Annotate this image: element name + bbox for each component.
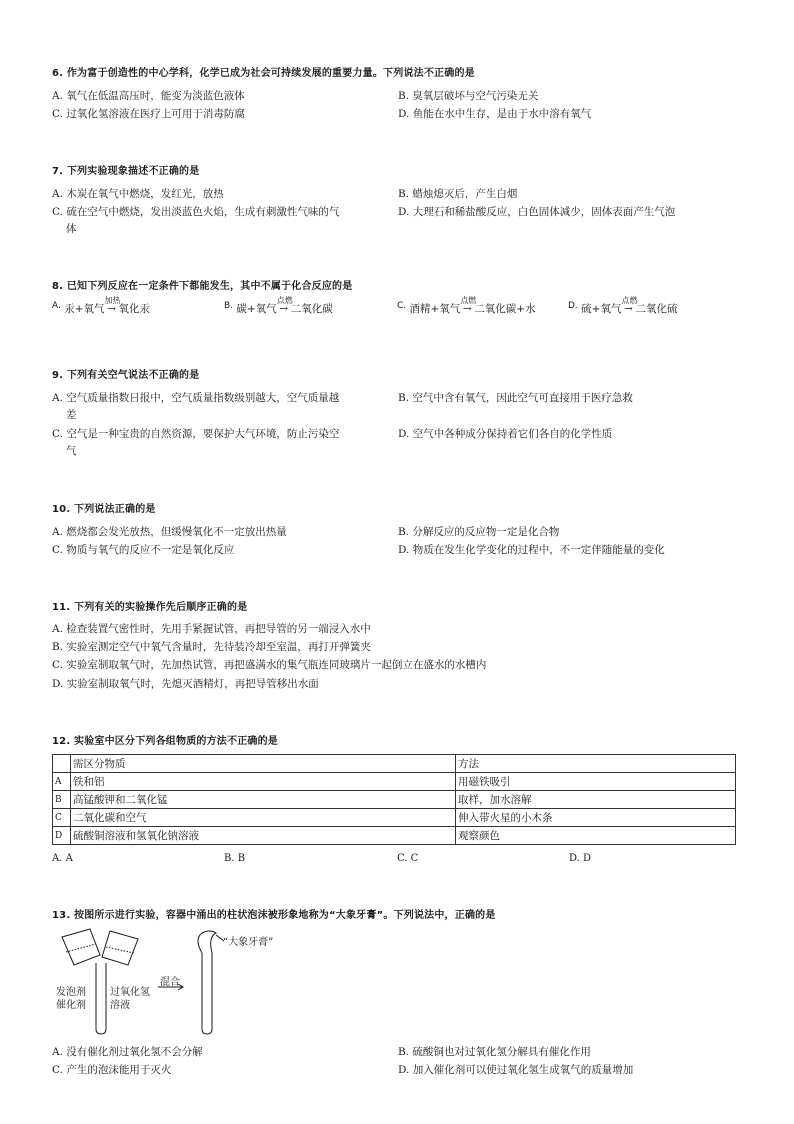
- q6-option-c[interactable]: C. 过氧化氢溶液在医疗上可用于消毒防腐: [52, 108, 245, 120]
- q7-option-d[interactable]: D. 大理石和稀盐酸反应，白色固体减少，固体表面产生气泡: [398, 206, 676, 218]
- table-cell: 用磁铁吸引: [456, 773, 736, 791]
- q10-stem: 10. 下列说法正确的是: [52, 504, 156, 515]
- q8-option-a-left: 汞+氧气: [64, 303, 105, 315]
- q13-stem: 13. 按图所示进行实验，容器中涌出的柱状泡沫被形象地称为“大象牙膏”。下列说法中，正确的是: [52, 910, 496, 921]
- q9-option-a-line1[interactable]: A. 空气质量指数日报中，空气质量指数级别越大，空气质量越: [52, 392, 340, 404]
- table-cell: 伸入带火星的小木条: [456, 809, 736, 827]
- foam-cylinder-icon: [202, 953, 212, 1034]
- q8-option-c-right: 二氧化碳+水: [474, 303, 536, 315]
- table-cell: 取样，加水溶解: [456, 791, 736, 809]
- q8-option-b[interactable]: [224, 296, 333, 319]
- q11-option-d[interactable]: D. 实验室制取氧气时，先熄灭酒精灯，再把导管移出水面: [52, 678, 319, 690]
- q13-label-foaming-agent: 发泡剂: [56, 987, 86, 998]
- q13-label-elephant-toothpaste: “大象牙膏”: [223, 937, 274, 948]
- q7-option-c-line1[interactable]: C. 硫在空气中燃烧，发出淡蓝色火焰，生成有刺激性气味的气: [52, 206, 340, 218]
- q7-option-b[interactable]: B. 蜡烛熄灭后，产生白烟: [398, 188, 518, 200]
- q13-option-b[interactable]: B. 硫酸铜也对过氧化氢分解具有催化作用: [398, 1046, 591, 1058]
- q8-option-c-letter: C.: [397, 301, 407, 311]
- q6-option-b[interactable]: B. 臭氧层破坏与空气污染无关: [398, 90, 539, 102]
- q7-option-a[interactable]: A. 木炭在氧气中燃烧，发红光，放热: [52, 188, 224, 200]
- q13-option-a[interactable]: A. 没有催化剂过氧化氢不会分解: [52, 1046, 203, 1058]
- q10-option-d[interactable]: D. 物质在发生化学变化的过程中，不一定伴随能量的变化: [398, 544, 665, 556]
- table-row: [53, 773, 736, 791]
- table-cell: 铁和铝: [71, 773, 456, 791]
- q8-option-a-condition: 加热: [104, 296, 121, 305]
- q9-option-b[interactable]: B. 空气中含有氧气，因此空气可直接用于医疗急救: [398, 392, 633, 404]
- q8-option-a-letter: A.: [52, 301, 61, 311]
- q13-label-solution: 溶液: [110, 1000, 130, 1011]
- q13-label-catalyst: 催化剂: [56, 1000, 86, 1011]
- table-row: [53, 791, 736, 809]
- table-header-cell: [53, 755, 71, 773]
- table-cell: D: [53, 827, 71, 845]
- q7-stem: 7. 下列实验现象描述不正确的是: [52, 166, 200, 177]
- q6-stem: 6. 作为富于创造性的中心学科，化学已成为社会可持续发展的重要力量。下列说法不正确的是: [52, 68, 475, 79]
- q8-option-d-arrow: [621, 296, 638, 318]
- table-header-cell: 方法: [456, 755, 736, 773]
- q12-option-b[interactable]: B. B: [224, 853, 246, 864]
- reaction-arrow-icon: →: [107, 303, 116, 315]
- right-beaker-icon: [102, 931, 138, 965]
- q10-option-b[interactable]: B. 分解反应的反应物一定是化合物: [398, 526, 560, 538]
- table-cell: 二氧化碳和空气: [71, 809, 456, 827]
- q8-option-d[interactable]: [568, 296, 678, 319]
- q8-option-c[interactable]: [397, 296, 536, 319]
- q8-option-b-left: 碳+氧气: [236, 303, 277, 315]
- table-row: [53, 827, 736, 845]
- table-cell: 高锰酸钾和二氧化锰: [71, 791, 456, 809]
- q12-stem: 12. 实验室中区分下列各组物质的方法不正确的是: [52, 736, 278, 747]
- q10-option-c[interactable]: C. 物质与氧气的反应不一定是氧化反应: [52, 544, 235, 556]
- table-cell: B: [53, 791, 71, 809]
- q9-option-d[interactable]: D. 空气中各种成分保持着它们各自的化学性质: [398, 428, 613, 440]
- reaction-arrow-icon: →: [279, 303, 289, 315]
- q8-option-d-right: 二氧化硫: [635, 303, 678, 315]
- q9-stem: 9. 下列有关空气说法不正确的是: [52, 370, 200, 381]
- q13-option-c[interactable]: C. 产生的泡沫能用于灭火: [52, 1064, 172, 1076]
- q8-option-a-arrow: [104, 296, 121, 318]
- q12-option-a[interactable]: A. A: [52, 853, 73, 864]
- q10-option-a[interactable]: A. 燃烧都会发光放热，但缓慢氧化不一定放出热量: [52, 526, 287, 538]
- q13-label-mix: 混合: [160, 977, 180, 988]
- q9-option-a-line2[interactable]: 差: [66, 409, 77, 421]
- q8-option-c-arrow: [460, 296, 477, 318]
- table-cell: 观察颜色: [456, 827, 736, 845]
- table-header-cell: 需区分物质: [71, 755, 456, 773]
- q11-option-a[interactable]: A. 检查装置气密性时，先用手紧握试管，再把导管的另一端浸入水中: [52, 623, 371, 635]
- reaction-arrow-icon: →: [624, 303, 633, 315]
- q8-option-b-arrow: [276, 296, 293, 318]
- q9-option-c-line2[interactable]: 气: [66, 445, 77, 457]
- q8-option-a[interactable]: [52, 296, 151, 319]
- q8-option-c-left: 酒精+氧气: [409, 303, 461, 315]
- q8-option-d-letter: D.: [568, 301, 578, 311]
- q8-option-c-condition: 点燃: [460, 296, 477, 305]
- q8-option-d-left: 硫+氧气: [581, 303, 622, 315]
- q12-option-d[interactable]: D. D: [569, 853, 592, 864]
- q13-label-hydrogen-peroxide: 过氧化氢: [110, 987, 150, 998]
- q8-stem: 8. 已知下列反应在一定条件下都能发生，其中不属于化合反应的是: [52, 281, 353, 292]
- table-row: [53, 809, 736, 827]
- q7-option-c-line2[interactable]: 体: [66, 223, 77, 235]
- q11-option-c[interactable]: C. 实验室制取氧气时，先加热试管，再把盛满水的集气瓶连同玻璃片一起倒立在盛水的水槽内: [52, 659, 487, 671]
- q8-option-b-condition: 点燃: [276, 296, 293, 305]
- q6-option-a[interactable]: A. 氧气在低温高压时，能变为淡蓝色液体: [52, 90, 245, 102]
- q9-option-c-line1[interactable]: C. 空气是一种宝贵的自然资源，要保护大气环境，防止污染空: [52, 428, 340, 440]
- foam-icon: [198, 931, 216, 953]
- q12-table: [52, 754, 736, 845]
- q8-option-d-condition: 点燃: [621, 296, 638, 305]
- q8-option-b-right: 二氧化碳: [290, 303, 333, 315]
- q11-stem: 11. 下列有关的实验操作先后顺序正确的是: [52, 602, 248, 613]
- q6-option-d[interactable]: D. 鱼能在水中生存，是由于水中溶有氧气: [398, 108, 592, 120]
- table-cell: 硫酸铜溶液和氢氧化钠溶液: [71, 827, 456, 845]
- cylinder-icon: [96, 963, 106, 1034]
- q11-option-b[interactable]: B. 实验室测定空气中氧气含量时，先待装冷却至室温，再打开弹簧夹: [52, 641, 371, 653]
- q8-option-a-right: 氧化汞: [118, 303, 151, 315]
- table-header-row: [53, 755, 736, 773]
- table-cell: A: [53, 773, 71, 791]
- left-beaker-icon: [62, 929, 100, 965]
- q12-option-c[interactable]: C. C: [397, 853, 419, 864]
- q8-option-b-letter: B.: [224, 301, 234, 311]
- q13-option-d[interactable]: D. 加入催化剂可以使过氧化氢生成氧气的质量增加: [398, 1064, 634, 1076]
- reaction-arrow-icon: →: [462, 303, 472, 315]
- table-cell: C: [53, 809, 71, 827]
